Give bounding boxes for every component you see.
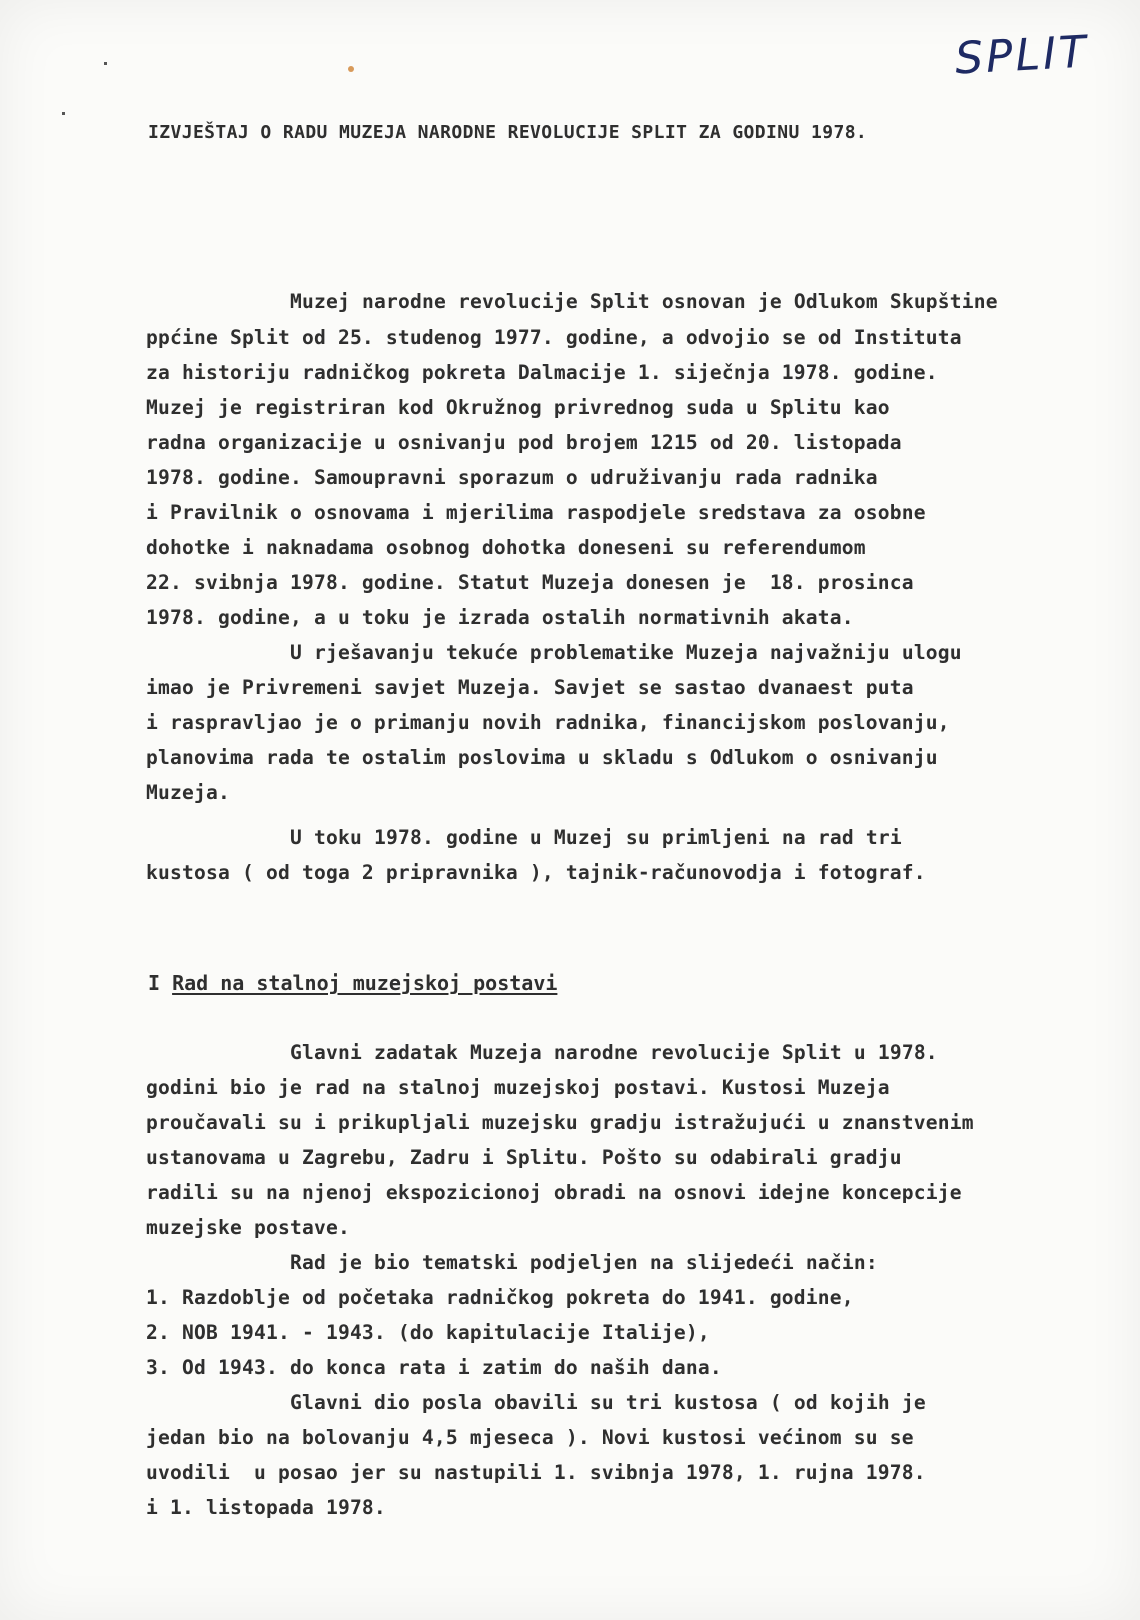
section-heading (148, 971, 557, 995)
text-line: ustanovama u Zagrebu, Zadru i Splitu. Pošto su odabirali gradju (146, 1146, 902, 1169)
text-line: godini bio je rad na stalnoj muzejskoj postavi. Kustosi Muzeja (146, 1076, 890, 1099)
text-line: muzejske postave. (146, 1216, 350, 1239)
section-title: Rad na stalnoj muzejskoj postavi (172, 971, 558, 995)
text-line: dohotke i naknadama osobnog dohotka doneseni su referendumom (146, 536, 866, 559)
punch-mark (104, 62, 107, 65)
text-line: i raspravljao je o primanju novih radnika, financijskom poslovanju, (146, 711, 950, 734)
text-line: uvodili u posao jer su nastupili 1. svibnja 1978, 1. rujna 1978. (146, 1461, 926, 1484)
text-line: 22. svibnja 1978. godine. Statut Muzeja donesen je 18. prosinca (146, 571, 914, 594)
text-line: 1978. godine. Samoupravni sporazum o udruživanju rada radnika (146, 466, 878, 489)
text-line: Muzej je registriran kod Okružnog privrednog suda u Splitu kao (146, 396, 890, 419)
text-line: ppćine Split od 25. studenog 1977. godine, a odvojio se od Instituta (146, 326, 962, 349)
handwritten-city-label: SPLIT (953, 26, 1091, 85)
text-line: za historiju radničkog pokreta Dalmacije 1. siječnja 1978. godine. (146, 361, 938, 384)
text-line: radna organizacije u osnivanju pod brojem 1215 od 20. listopada (146, 431, 902, 454)
punch-mark (62, 112, 65, 115)
text-line: U rješavanju tekuće problematike Muzeja najvažniju ulogu (290, 641, 962, 664)
text-line: imao je Privremeni savjet Muzeja. Savjet se sastao dvanaest puta (146, 676, 914, 699)
text-line: Glavni dio posla obavili su tri kustosa ( od kojih je (290, 1391, 926, 1414)
text-line: radili su na njenoj ekspozicionoj obradi na osnovi idejne koncepcije (146, 1181, 962, 1204)
text-line: Muzej narodne revolucije Split osnovan je Odlukom Skupštine (290, 290, 998, 313)
text-line: i Pravilnik o osnovama i mjerilima raspodjele sredstava za osobne (146, 501, 926, 524)
text-line: U toku 1978. godine u Muzej su primljeni na rad tri (290, 826, 902, 849)
text-line: 1978. godine, a u toku je izrada ostalih normativnih akata. (146, 606, 854, 629)
document-title: IZVJEŠTAJ O RADU MUZEJA NARODNE REVOLUCIJE SPLIT ZA GODINU 1978. (148, 122, 868, 143)
text-line: kustosa ( od toga 2 pripravnika ), tajnik-računovodja i fotograf. (146, 861, 926, 884)
text-line: proučavali su i prikupljali muzejsku gradju istražujući u znanstvenim (146, 1111, 974, 1134)
list-item: 3. Od 1943. do konca rata i zatim do naših dana. (146, 1356, 722, 1379)
section-number: I (148, 971, 161, 995)
text-line: jedan bio na bolovanju 4,5 mjeseca ). Novi kustosi većinom su se (146, 1426, 914, 1449)
text-line: planovima rada te ostalim poslovima u skladu s Odlukom o osnivanju (146, 746, 938, 769)
list-item: 1. Razdoblje od početaka radničkog pokreta do 1941. godine, (146, 1286, 854, 1309)
text-line: Muzeja. (146, 781, 230, 804)
text-line: Rad je bio tematski podjeljen na slijedeći način: (290, 1251, 878, 1274)
text-line: Glavni zadatak Muzeja narodne revolucije Split u 1978. (290, 1041, 938, 1064)
stain-mark (348, 66, 354, 72)
text-line: i 1. listopada 1978. (146, 1496, 386, 1519)
list-item: 2. NOB 1941. - 1943. (do kapitulacije Italije), (146, 1321, 710, 1344)
